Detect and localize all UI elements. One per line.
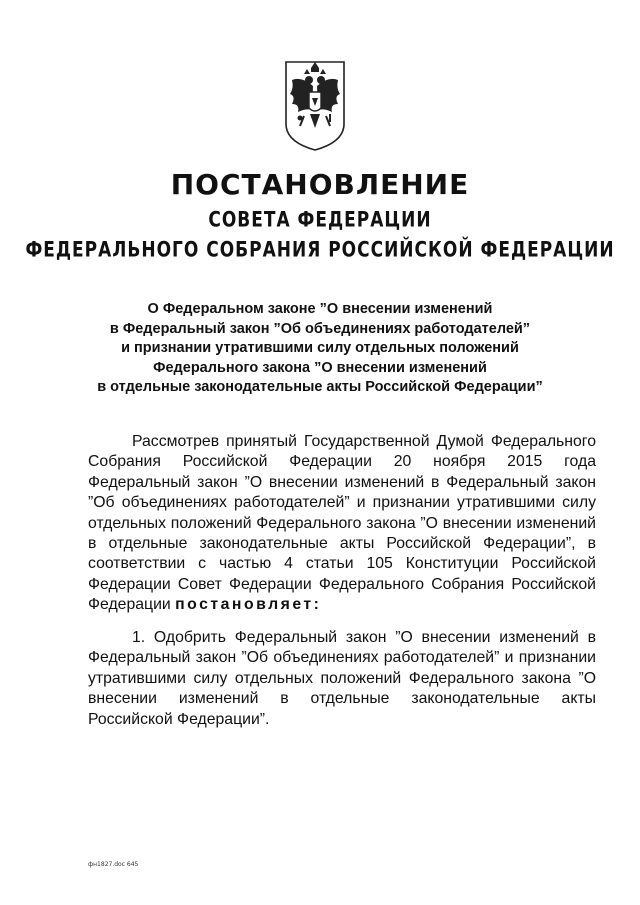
- russian-coat-of-arms-icon: [282, 58, 348, 152]
- document-code: фн1827.doc 645: [88, 861, 139, 868]
- resolves-keyword: постановляет:: [175, 596, 322, 614]
- issuer-line-2: ФЕДЕРАЛЬНОГО СОБРАНИЯ РОССИЙСКОЙ ФЕДЕРАЦИИ: [25, 237, 615, 263]
- document-subject: [70, 300, 570, 398]
- subject-line: в Федеральный закон ”Об объединениях работодателей”: [109, 320, 531, 337]
- subject-line: и признании утратившими силу отдельных положений: [121, 340, 519, 356]
- preamble-text: Рассмотрев принятый Государственной Думой Федерального Собрания Российской Федерации 20 ноября 2015 года Федеральный закон ”О внесении изменений в Федеральный закон ”Об объединениях работодателей” и признании утратившими силу отдельных положений Федерального закона ”О внесении изменений в отдельные законодательные акты Российской Федерации”, в соответствии с частью 4 статьи 105 Конституции Российской Федерации Совет Федерации Федерального Собрания Российской Федерации: [88, 433, 596, 614]
- subject-line: в отдельные законодательные акты Российской Федерации”: [97, 379, 543, 395]
- document-title: ПОСТАНОВЛЕНИЕ: [170, 168, 470, 201]
- subject-line: Федерального закона ”О внесении изменений: [153, 359, 487, 376]
- preamble-paragraph: [88, 432, 596, 616]
- resolution-item-1: 1. Одобрить Федеральный закон ”О внесении изменений в Федеральный закон ”Об объединениях работодателей” и признании утратившими силу отдельных положений Федерального закона ”О внесении изменений в отдельные законодательные акты Российской Федерации”.: [88, 629, 596, 728]
- subject-line: О Федеральном законе ”О внесении изменений: [147, 301, 493, 317]
- issuer-line-1: СОВЕТА ФЕДЕРАЦИИ: [208, 207, 432, 233]
